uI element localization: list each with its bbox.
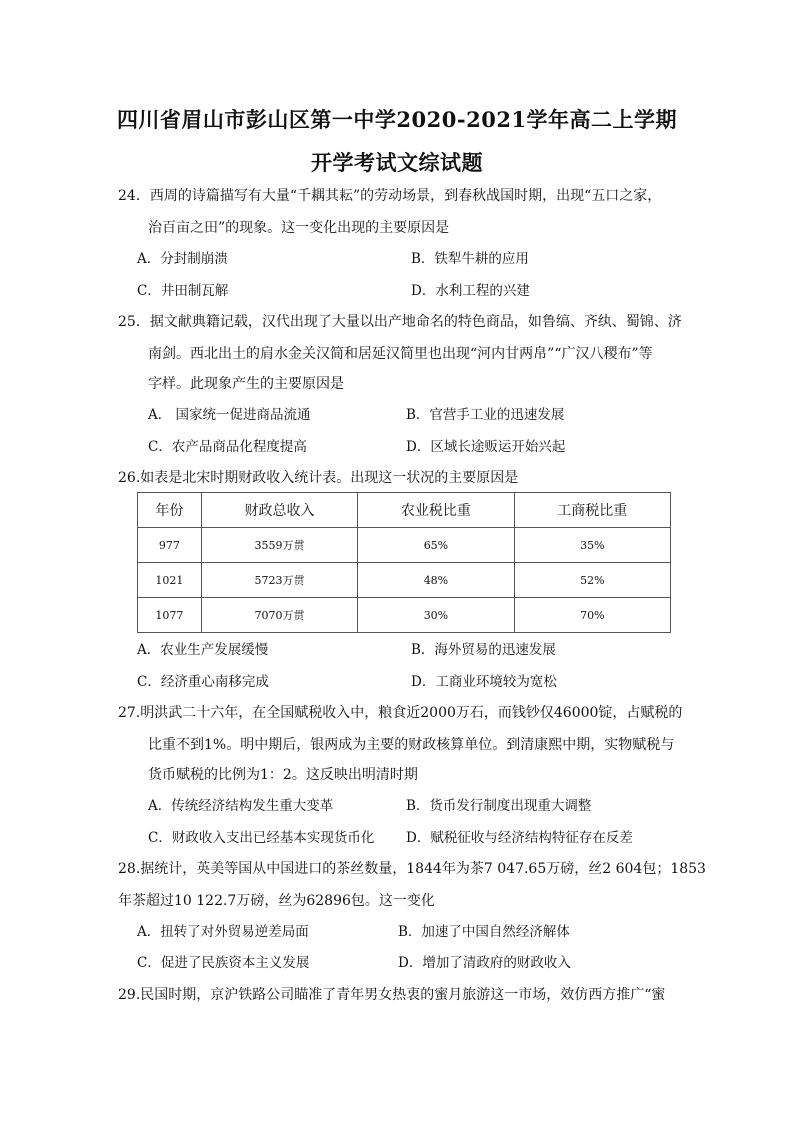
q26-stem-line1: 26.如表是北宋时期财政收入统计表。出现这一状况的主要原因是 bbox=[118, 470, 519, 486]
q28-option-d: D．增加了清政府的财政收入 bbox=[398, 955, 571, 971]
q25-stem-line1: 25．据文献典籍记载，汉代出现了大量以出产地命名的特色商品，如鲁缟、齐纨、蜀锦、济 bbox=[118, 314, 682, 330]
table-header-row bbox=[138, 493, 671, 528]
table-header: 财政总收入 bbox=[201, 493, 357, 528]
table-row bbox=[138, 598, 671, 633]
q27-stem-line2: 比重不到1%。明中期后，银两成为主要的财政核算单位。到清康熙中期，实物赋税与 bbox=[148, 737, 675, 753]
table-cell: 977 bbox=[138, 528, 202, 563]
q25-option-d: D．区域长途贩运开始兴起 bbox=[406, 439, 566, 455]
q28-stem-line2: 年茶超过10 122.7万磅，丝为62896包。这一变化 bbox=[118, 893, 435, 909]
q24-option-d: D．水利工程的兴建 bbox=[411, 283, 530, 299]
q28-option-b: B．加速了中国自然经济解体 bbox=[398, 924, 570, 940]
q24-stem-line1: 24．西周的诗篇描写有大量“千耦其耘”的劳动场景，到春秋战国时期，出现“五口之家， bbox=[118, 188, 662, 204]
q27-option-c: C．财政收入支出已经基本实现货币化 bbox=[148, 830, 375, 846]
q25-stem-line2: 南剑。西北出土的肩水金关汉简和居延汉简里也出现“河内甘两帛”“广汉八稷布”等 bbox=[148, 346, 653, 362]
fiscal-revenue-table bbox=[137, 492, 671, 633]
table-cell: 48% bbox=[358, 563, 514, 598]
q28-option-c: C．促进了民族资本主义发展 bbox=[137, 955, 310, 971]
table-row bbox=[138, 528, 671, 563]
q26-option-b: B．海外贸易的迅速发展 bbox=[411, 642, 556, 658]
page-subtitle: 开学考试文综试题 bbox=[311, 150, 483, 175]
table-row bbox=[138, 563, 671, 598]
q26-option-d: D．工商业环境较为宽松 bbox=[411, 674, 557, 690]
table-cell: 1077 bbox=[138, 598, 202, 633]
q26-option-a: A．农业生产发展缓慢 bbox=[137, 642, 269, 658]
q24-option-a: A．分封制崩溃 bbox=[137, 251, 228, 267]
table-header: 工商税比重 bbox=[514, 493, 670, 528]
table-cell: 5723万贯 bbox=[201, 563, 357, 598]
q27-stem-line3: 货币赋税的比例为1：2。这反映出明清时期 bbox=[148, 767, 418, 783]
table-cell: 30% bbox=[358, 598, 514, 633]
q24-option-b: B．铁犁牛耕的应用 bbox=[411, 251, 529, 267]
table-cell: 7070万贯 bbox=[201, 598, 357, 633]
q25-option-c: C．农产品商品化程度提高 bbox=[148, 439, 307, 455]
q25-option-b: B．官营手工业的迅速发展 bbox=[406, 407, 565, 423]
table-cell: 3559万贯 bbox=[201, 528, 357, 563]
q28-option-a: A．扭转了对外贸易逆差局面 bbox=[137, 924, 309, 940]
q28-stem-line1: 28.据统计，英美等国从中国进口的茶丝数量，1844年为茶7 047.65万磅，丝2 604包；1853 bbox=[118, 861, 706, 877]
page-title: 四川省眉山市彭山区第一中学2020-2021学年高二上学期 bbox=[116, 107, 678, 132]
table-cell: 52% bbox=[514, 563, 670, 598]
q27-option-b: B．货币发行制度出现重大调整 bbox=[406, 798, 592, 814]
table-cell: 70% bbox=[514, 598, 670, 633]
table-header: 年份 bbox=[138, 493, 202, 528]
q27-stem-line1: 27.明洪武二十六年，在全国赋税收入中，粮食近2000万石，而钱钞仅46000锭，占赋税的 bbox=[118, 705, 683, 721]
q24-stem-line2: 治百亩之田”的现象。这一变化出现的主要原因是 bbox=[148, 220, 450, 236]
table-cell: 35% bbox=[514, 528, 670, 563]
table-cell: 65% bbox=[358, 528, 514, 563]
q24-option-c: C．井田制瓦解 bbox=[137, 283, 229, 299]
q27-option-a: A．传统经济结构发生重大变革 bbox=[148, 798, 334, 814]
q26-option-c: C．经济重心南移完成 bbox=[137, 674, 269, 690]
q27-option-d: D．赋税征收与经济结构特征存在反差 bbox=[406, 830, 633, 846]
q25-option-a: A． 国家统一促进商品流通 bbox=[148, 407, 311, 423]
table-cell: 1021 bbox=[138, 563, 202, 598]
q29-stem-line1: 29.民国时期，京沪铁路公司瞄准了青年男女热衷的蜜月旅游这一市场，效仿西方推广“蜜 bbox=[118, 987, 666, 1003]
q25-stem-line3: 字样。此现象产生的主要原因是 bbox=[148, 376, 344, 392]
table-header: 农业税比重 bbox=[358, 493, 514, 528]
